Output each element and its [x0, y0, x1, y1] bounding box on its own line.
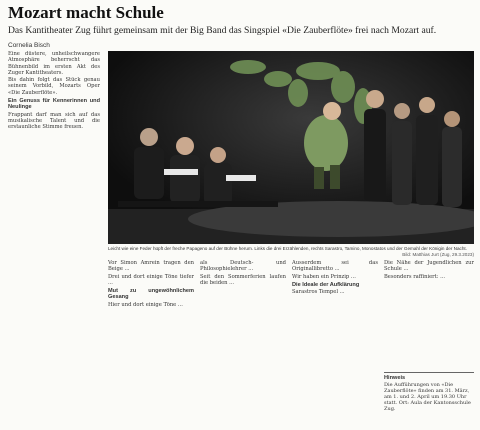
column-paragraph: als Deutsch- und Philosophielehrer ...: [200, 260, 286, 273]
photo-caption: [108, 246, 474, 257]
info-box-text: Die Aufführungen von «Die Zauberflöte» finden am 31. März, am 1. und 2. April um 19.30 Uhr statt. Ort: Aula der Kantonsschule Zug.: [384, 382, 471, 412]
article-headline: Mozart macht Schule: [8, 3, 164, 22]
article-byline: Cornelia Bisch: [8, 42, 50, 49]
stage-photo-illustration: [108, 51, 474, 244]
lead-paragraph: Bis dahin folgt das Stück genau seinem Vorbild, Mozarts Oper «Die Zauberflöte».: [8, 77, 100, 96]
lead-paragraph: Eine düstere, unheilschwangere Atmosphäre beherrscht das Bühnenbild im ersten Akt des Zuger Kantitheaters.: [8, 51, 100, 76]
stage-photo: [108, 51, 474, 244]
info-box-title: Hinweis: [384, 375, 406, 381]
column-subhead: Mut zu ungewöhnlichem Gesang: [108, 288, 194, 301]
photo-caption-text: Leicht wie eine Feder hüpft der freche Papageno auf der Bühne herum. Links die drei Erzählenden, rechts Sarastro, Tamino, Monostatos und der Gemahl der Königin der Nacht.: [108, 246, 467, 251]
column-paragraph: Hier und dort einige Töne ...: [108, 301, 183, 308]
column-subhead: Die Ideale der Aufklärung: [292, 281, 360, 288]
column-paragraph: Seit den Sommerferien laufen die beiden ...: [200, 273, 286, 286]
lead-column: [8, 51, 100, 423]
photo-credit: Bild: Matthias Jurt (Zug, 29.3.2023): [402, 252, 474, 257]
lead-paragraph: Frappant darf man sich auf das musikalische Talent und die erstaunliche Stimme freuen.: [8, 111, 100, 131]
article-column-2: [108, 260, 194, 425]
column-paragraph: Vor Simon Amrein tragen den Beige ...: [108, 260, 194, 273]
column-paragraph: Die Nähe der Jugendlichen zur Schule ...: [384, 260, 474, 273]
column-paragraph: Wir haben ein Prinzip ...: [292, 273, 356, 280]
column-paragraph: Besonders raffiniert: ...: [384, 273, 446, 280]
lead-subhead: Ein Genuss für Kennerinnen und Neulinge: [8, 98, 100, 111]
column-paragraph: Sarastros Tempel ...: [292, 289, 345, 296]
info-box: [384, 372, 474, 423]
column-paragraph: Ausserdem sei das Originallibretto ...: [292, 260, 378, 273]
article-column-4: [292, 260, 378, 425]
article-column-3: [200, 260, 286, 425]
article-deck: Das Kantitheater Zug führt gemeinsam mit der Big Band das Singspiel «Die Zauberflöte» frei nach Mozart auf.: [8, 25, 437, 36]
column-paragraph: Drei und dort einige Töne tiefer ...: [108, 273, 194, 286]
